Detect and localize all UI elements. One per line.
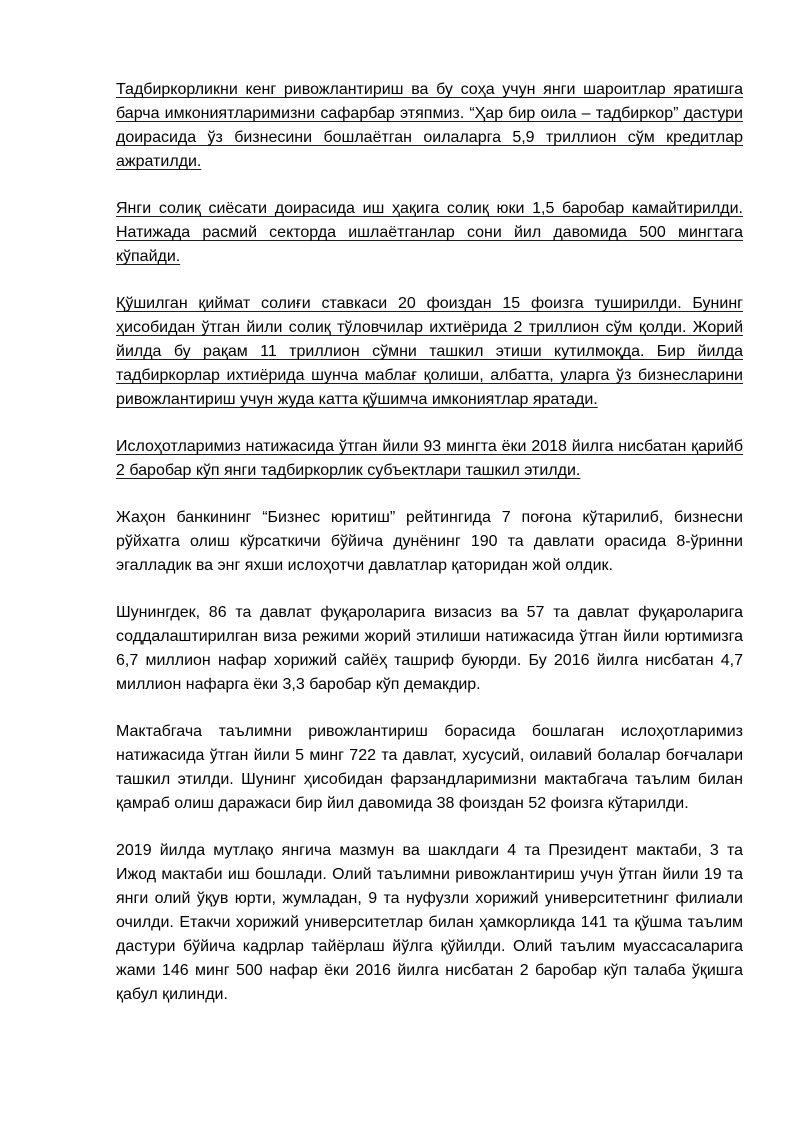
paragraph-new-businesses: Ислоҳотларимиз натижасида ўтган йили 93 мингта ёки 2018 йилга нисбатан қарийб 2 баробар кўп янги тадбиркорлик субъектлари ташкил этилди. (116, 438, 743, 479)
paragraph-vat-reduction: Қўшилган қиймат солиғи ставкаси 20 фоиздан 15 фоизга туширилди. Бунинг ҳисобидан ўтган йили солиқ тўловчилар ихтиёрида 2 триллион сўм қолди. Жорий йилда бу рақам 11 триллион сўмни ташкил этиши кутилмоқда. Бир йилда тадбиркорлар ихтиёрида шунча маблағ қолиши, албатта, уларга ўз бизнесларини ривожлантириш учун жуда катта қўшимча имкониятлар яратади. (116, 295, 743, 408)
paragraph-entrepreneurship: Тадбиркорликни кенг ривожлантириш ва бу соҳа учун янги шароитлар яратишга барча имкониятларимизни сафарбар этяпмиз. “Ҳар бир оила – тадбиркор” дастури доирасида ўз бизнесини бошлаётган оилаларга 5,9 триллион сўм кредитлар ажратилди. (116, 81, 743, 170)
paragraph-doing-business-rating: Жаҳон банкининг “Бизнес юритиш” рейтингида 7 поғона кўтарилиб, бизнесни рўйхатга олиш кўрсаткичи бўйича дунёнинг 190 та давлати орасида 8-ўринни эгалладик ва энг яхши ислоҳотчи давлатлар қаторидан жой олдик. (116, 509, 743, 574)
paragraph-higher-education: 2019 йилда мутлақо янгича мазмун ва шаклдаги 4 та Президент мактаби, 3 та Ижод мактаби иш бошлади. Олий таълимни ривожлантириш учун ўтган йили 19 та янги олий ўқув юрти, жумладан, 9 та нуфузли хорижий университетнинг филиали очилди. Етакчи хорижий университетлар билан ҳамкорликда 141 та қўшма таълим дастури бўйича кадрлар тайёрлаш йўлга қўйилди. Олий таълим муассасаларига жами 146 минг 500 нафар ёки 2016 йилга нисбатан 2 баробар кўп талаба ўқишга қабул қилинди. (116, 842, 743, 1003)
document-body (116, 78, 743, 1030)
paragraph-preschool-education: Мактабгача таълимни ривожлантириш борасида бошлаган ислоҳотларимиз натижасида ўтган йили 5 минг 722 та давлат, хусусий, оилавий болалар боғчалари ташкил этилди. Шунинг ҳисобидан фарзандларимизни мактабгача таълим билан қамраб олиш даражаси бир йил давомида 38 фоиздан 52 фоизга кўтарилди. (116, 723, 743, 812)
paragraph-tax-policy: Янги солиқ сиёсати доирасида иш ҳақига солиқ юки 1,5 баробар камайтирилди. Натижада расмий секторда ишлаётганлар сони йил давомида 500 мингтага кўпайди. (116, 200, 743, 265)
paragraph-tourism-visa: Шунингдек, 86 та давлат фуқароларига визасиз ва 57 та давлат фуқароларига соддалаштирилган виза режими жорий этилиши натижасида ўтган йили юртимизга 6,7 миллион нафар хорижий сайёҳ ташриф буюрди. Бу 2016 йилга нисбатан 4,7 миллион нафарга ёки 3,3 баробар кўп демакдир. (116, 604, 743, 693)
